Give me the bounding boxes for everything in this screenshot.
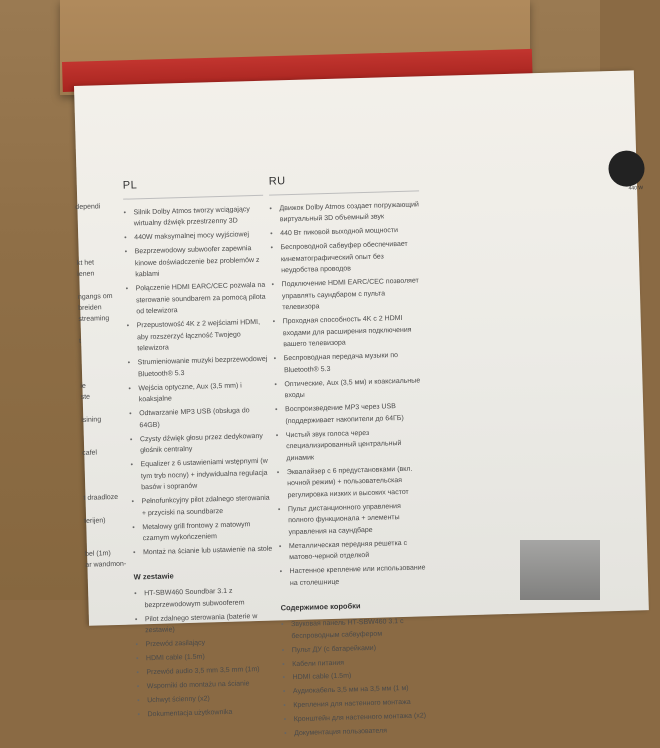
list-item: • Кабели питания <box>282 655 432 671</box>
list-item: • Przewód zasilający <box>135 636 275 651</box>
list-item: • 440 Вт пиковой выходной мощности <box>270 224 420 240</box>
list-item: • Equalizer z 6 ustawieniami wstępnymi (w tym tryb nocny) + indywidualna regulacja basów i sopranów <box>130 456 271 495</box>
list-item: • Оптические, Aux (3,5 мм) и коаксиальные входы <box>274 375 425 402</box>
pl-column <box>123 177 278 723</box>
list-item: • Uchwyt ścienny (x2) <box>137 691 277 706</box>
cropped-text-fragment: t draadloze <box>83 494 119 503</box>
ru-column <box>269 172 435 742</box>
power-logo-icon <box>608 150 645 187</box>
cropped-text-fragment: t <box>79 338 82 346</box>
list-item: • Беспроводная передача музыки по Bluetooth® 5.3 <box>274 350 425 377</box>
ru-box-list <box>281 615 434 740</box>
list-item: • Przewód audio 3,5 mm 3,5 mm (1m) <box>136 664 276 679</box>
list-item: • Przepustowość 4K z 2 wejściami HDMI, aby rozszerzyć łączność Twojego telewizora <box>127 317 268 356</box>
list-item: • Беспроводной сабвуфер обеспечивает кинематографический опыт без неудобства проводов <box>270 238 421 277</box>
list-item: • HDMI cable (1.5m) <box>136 650 276 665</box>
list-item: • Подключение HDMI EARC/CEC позволяет управлять саундбаром с пульта телевизора <box>271 275 422 314</box>
list-item: • Bezprzewodowy subwoofer zapewnia kinowe doświadczenie bez problemów z kablami <box>125 243 266 282</box>
cropped-text-fragment: isining <box>81 416 102 424</box>
cropped-text-fragment: ienen <box>77 270 95 279</box>
cropped-text-fragment: bel (1m) <box>84 550 111 559</box>
list-item: • Odtwarzanie MP3 USB (obsługa do 64GB) <box>129 405 270 432</box>
cropped-text-fragment: cafel <box>82 449 98 458</box>
cropped-text-fragment: dependi <box>75 203 101 212</box>
list-item: • Настенное крепление или использование на столешнице <box>280 563 431 590</box>
list-item: • Czysty dźwięk głosu przez dedykowany głośnik centralny <box>130 430 271 457</box>
list-item: • Dokumentacja użytkownika <box>137 705 277 720</box>
list-item: • HDMI cable (1.5m) <box>282 669 432 685</box>
list-item: • Pełnofunkcyjny pilot zdalnego sterowania + przyciski na soundbarze <box>131 493 272 520</box>
background-object <box>520 540 600 600</box>
list-item: • Металлическая передняя решетка с матово-черной отделкой <box>279 537 430 564</box>
pl-rule <box>123 194 263 199</box>
power-logo-text: 440 W <box>628 185 644 192</box>
list-item: • Звуковая панель HT-SBW460 3.1 с беспроводным сабвуфером <box>281 615 432 642</box>
pl-feature-list <box>123 203 273 559</box>
list-item: • Проходная способность 4K с 2 HDMI входами для расширения подключения вашего телевизора <box>273 312 424 351</box>
list-item: • Документация пользователя <box>284 724 434 740</box>
list-item: • Эквалайзер с 6 предустановками (вкл. ночной режим) + пользовательская регулировка низких и высоких частот <box>277 463 428 502</box>
list-item: • HT-SBW460 Soundbar 3.1 z bezprzewodowym subwooferem <box>134 585 275 612</box>
ru-feature-list <box>269 199 430 590</box>
list-item: • Чистый звук голоса через специализированный центральный динамик <box>276 426 427 465</box>
list-item: • Движок Dolby Atmos создает погружающий виртуальный 3D объемный звук <box>269 199 420 226</box>
pl-box-list <box>134 585 278 721</box>
list-item: • Крепления для настенного монтажа <box>283 696 433 712</box>
cropped-text-fragment: ste <box>80 394 91 402</box>
list-item: • Metalowy grill frontowy z matowym czarnym wykończeniem <box>132 518 273 545</box>
list-item: • Połączenie HDMI EARC/CEC pozwala na sterowanie soundbarem za pomocą pilota od telewizora <box>126 280 267 319</box>
list-item: • Пульт дистанционного управления полного функционала + элементы управления на саундбаре <box>278 500 429 539</box>
list-item: • Strumieniowanie muzyki bezprzewodowej Bluetooth® 5.3 <box>128 354 269 381</box>
cropped-text-fragment: breiden <box>78 304 102 312</box>
ru-heading: RU <box>268 175 286 188</box>
ru-box-heading: Содержимое коробки <box>280 600 361 612</box>
pl-box-heading: W zestawie <box>133 571 174 582</box>
list-item: • Montaż na ścianie lub ustawienie na stole <box>133 544 273 559</box>
cropped-text-fragment: ngangs om <box>77 292 113 301</box>
cropped-text-fragment: ar wandmon- <box>85 561 127 570</box>
list-item: • Silnik Dolby Atmos tworzy wciągający wirtualny dźwięk przestrzenny 3D <box>123 203 264 230</box>
list-item: • Wejścia optyczne, Aux (3,5 mm) i koaksjalne <box>128 379 269 406</box>
cropped-text-fragment: terijen) <box>84 516 106 525</box>
ru-rule <box>269 190 419 195</box>
list-item: • Аудиокабель 3,5 мм на 3,5 мм (1 м) <box>283 683 433 699</box>
pl-heading: PL <box>122 179 138 192</box>
list-item: • Pilot zdalnego sterowania (baterie w zestawie) <box>135 610 276 637</box>
list-item: • Wsporniki do montażu na ścianie <box>137 678 277 693</box>
list-item: • 440W maksymalnej mocy wyjściowej <box>124 229 264 244</box>
list-item: • Пульт ДУ (с батарейками) <box>282 641 432 657</box>
list-item: • Воспроизведение MP3 через USB (поддерживает накопители до 64ГБ) <box>275 400 426 427</box>
cropped-text-fragment: ie <box>80 382 86 391</box>
cropped-text-fragment: streaming <box>78 315 110 323</box>
list-item: • Кронштейн для настенного монтажа (x2) <box>284 710 434 726</box>
cropped-text-fragment: kt het <box>76 259 95 267</box>
